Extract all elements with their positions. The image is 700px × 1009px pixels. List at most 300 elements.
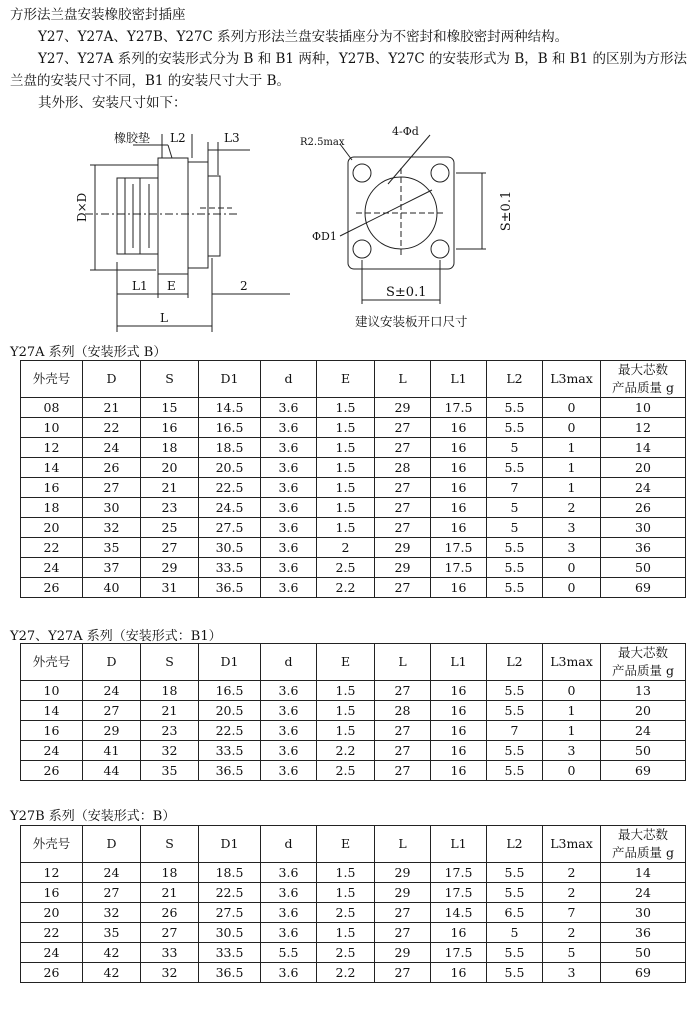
table-cell: 35 [83, 538, 141, 558]
table-cell: 24 [601, 883, 686, 903]
spec-table-y27a-b [20, 360, 686, 598]
table-cell: 20 [601, 458, 686, 478]
col-header-d-hole: d [261, 826, 317, 863]
col-header-d1: D1 [199, 361, 261, 398]
table-cell: 6.5 [487, 903, 543, 923]
table-cell: 21 [83, 398, 141, 418]
col-header-d-hole: d [261, 361, 317, 398]
table-cell: 2 [543, 883, 601, 903]
table-cell: 2.5 [317, 761, 375, 781]
table-row [21, 883, 686, 903]
table-cell: 12 [601, 418, 686, 438]
table-cell: 2.5 [317, 943, 375, 963]
table-cell: 24.5 [199, 498, 261, 518]
col-header-shell: 外壳号 [21, 826, 83, 863]
table-cell: 42 [83, 963, 141, 983]
table-cell: 27 [375, 578, 431, 598]
table-cell: 16 [141, 418, 199, 438]
table-cell: 3.6 [261, 498, 317, 518]
series-title-y27a-b: Y27A 系列（安装形式 B） [10, 345, 167, 360]
table-cell: 29 [375, 558, 431, 578]
table-row [21, 398, 686, 418]
col-header-d-outer: D [83, 826, 141, 863]
col-header-l: L [375, 361, 431, 398]
table-cell: 14 [601, 438, 686, 458]
col-header-d-hole: d [261, 644, 317, 681]
table-cell: 3.6 [261, 538, 317, 558]
table-cell: 3.6 [261, 478, 317, 498]
col-header-d1: D1 [199, 826, 261, 863]
table-cell: 29 [83, 721, 141, 741]
col-header-l3max: L3max [543, 361, 601, 398]
table-cell: 3.6 [261, 458, 317, 478]
table-cell: 1.5 [317, 458, 375, 478]
table-cell: 2 [317, 538, 375, 558]
col-header-d-outer: D [83, 361, 141, 398]
col-header-s: S [141, 361, 199, 398]
table-cell: 1.5 [317, 923, 375, 943]
table-cell: 1.5 [317, 418, 375, 438]
table-cell: 29 [141, 558, 199, 578]
table-cell: 3.6 [261, 558, 317, 578]
table-row [21, 418, 686, 438]
table-cell: 33.5 [199, 558, 261, 578]
table-cell: 1 [543, 478, 601, 498]
col-header-l3max: L3max [543, 826, 601, 863]
series-title-y27b-b: Y27B 系列（安装形式：B） [10, 809, 176, 824]
table-cell: 32 [141, 741, 199, 761]
table-cell: 27 [83, 883, 141, 903]
table-cell: 1.5 [317, 701, 375, 721]
table-cell: 3.6 [261, 398, 317, 418]
col-header-e: E [317, 361, 375, 398]
table-cell: 5.5 [487, 538, 543, 558]
table-cell: 35 [83, 923, 141, 943]
intro-paragraph-3: 其外形、安装尺寸如下： [38, 95, 187, 111]
table-cell: 14.5 [199, 398, 261, 418]
table-cell: 18 [141, 863, 199, 883]
table-cell: 27 [375, 498, 431, 518]
table-cell: 3 [543, 741, 601, 761]
table-cell: 36.5 [199, 761, 261, 781]
table-cell: 30.5 [199, 538, 261, 558]
table-cell: 33.5 [199, 943, 261, 963]
table-cell: 5.5 [487, 761, 543, 781]
col-header-l2: L2 [487, 644, 543, 681]
label-4-holes: 4-Φd [392, 125, 419, 138]
table-cell: 69 [601, 761, 686, 781]
table-cell: 42 [83, 943, 141, 963]
col-header-d1: D1 [199, 644, 261, 681]
table-row [21, 558, 686, 578]
table-cell: 1.5 [317, 478, 375, 498]
table-cell: 16 [431, 458, 487, 478]
table-cell: 27 [375, 761, 431, 781]
table-cell: 24 [21, 741, 83, 761]
table-cell: 20 [21, 903, 83, 923]
table-cell: 2.2 [317, 963, 375, 983]
col-header-l2: L2 [487, 361, 543, 398]
table-cell: 26 [83, 458, 141, 478]
table-cell: 41 [83, 741, 141, 761]
section-heading: 方形法兰盘安装橡胶密封插座 [10, 7, 186, 23]
col-header-max-contacts-weight: 最大芯数 产品质量 g [601, 361, 686, 398]
table-cell: 16 [431, 923, 487, 943]
label-r-max: R2.5max [300, 137, 345, 148]
intro-paragraph-2: Y27、Y27A 系列的安装形式分为 B 和 B1 两种，Y27B、Y27C 的安装形式为 B，B 和 B1 的区别为方形法兰盘的安装尺寸不同，B1 的安装尺寸大于 B。 [10, 51, 688, 89]
table-cell: 18.5 [199, 863, 261, 883]
table-cell: 3.6 [261, 883, 317, 903]
table-cell: 5.5 [487, 883, 543, 903]
table-cell: 13 [601, 681, 686, 701]
col-header-l1: L1 [431, 644, 487, 681]
table-cell: 16 [431, 518, 487, 538]
table-cell: 27 [141, 538, 199, 558]
table-cell: 33.5 [199, 741, 261, 761]
table-cell: 17.5 [431, 398, 487, 418]
dimension-drawing [0, 122, 700, 340]
table-cell: 1.5 [317, 721, 375, 741]
table-cell: 0 [543, 681, 601, 701]
table-cell: 27.5 [199, 903, 261, 923]
intro-paragraph-1: Y27、Y27A、Y27B、Y27C 系列方形法兰盘安装插座分为不密封和橡胶密封两种结构。 [38, 29, 569, 45]
spec-table-y27b-b [20, 825, 686, 983]
table-cell: 3 [543, 518, 601, 538]
table-cell: 1 [543, 701, 601, 721]
table-cell: 17.5 [431, 943, 487, 963]
table-cell: 08 [21, 398, 83, 418]
table-cell: 22.5 [199, 478, 261, 498]
table-header-row [21, 361, 686, 398]
label-phi-d1: ΦD1 [312, 230, 337, 243]
table-cell: 20 [601, 701, 686, 721]
table-cell: 16 [21, 478, 83, 498]
table-row [21, 963, 686, 983]
table-cell: 0 [543, 578, 601, 598]
table-cell: 3.6 [261, 863, 317, 883]
table-cell: 36.5 [199, 578, 261, 598]
table-cell: 36 [601, 923, 686, 943]
table-cell: 22 [21, 538, 83, 558]
side-view-labels [75, 130, 248, 325]
table-cell: 18 [141, 438, 199, 458]
table-cell: 5.5 [487, 558, 543, 578]
table-cell: 35 [141, 761, 199, 781]
table-cell: 5.5 [487, 578, 543, 598]
table-cell: 33 [141, 943, 199, 963]
table-row [21, 923, 686, 943]
table-cell: 1.5 [317, 398, 375, 418]
table-cell: 27 [375, 418, 431, 438]
table-cell: 5.5 [487, 943, 543, 963]
table-cell: 16 [21, 721, 83, 741]
col-header-l2: L2 [487, 826, 543, 863]
table-cell: 1.5 [317, 883, 375, 903]
spec-table-y27-y27a-b1 [20, 643, 686, 781]
table-cell: 28 [375, 458, 431, 478]
table-cell: 3.6 [261, 903, 317, 923]
table-cell: 21 [141, 883, 199, 903]
table-cell: 17.5 [431, 883, 487, 903]
table-header-row [21, 644, 686, 681]
label-gasket: 橡胶垫 [114, 131, 151, 145]
table-cell: 30 [601, 518, 686, 538]
table-cell: 27 [375, 923, 431, 943]
table-cell: 27 [375, 963, 431, 983]
table-cell: 25 [141, 518, 199, 538]
table-cell: 1 [543, 438, 601, 458]
table-row [21, 498, 686, 518]
table-cell: 30 [83, 498, 141, 518]
table-cell: 24 [83, 438, 141, 458]
table-cell: 14.5 [431, 903, 487, 923]
label-dxd: D×D [75, 192, 89, 222]
table-cell: 5 [487, 498, 543, 518]
table-row [21, 863, 686, 883]
table-row [21, 701, 686, 721]
table-cell: 26 [21, 963, 83, 983]
table-cell: 14 [601, 863, 686, 883]
table-cell: 27.5 [199, 518, 261, 538]
label-s-horizontal: S±0.1 [386, 285, 427, 300]
label-l1: L1 [132, 279, 148, 293]
table-cell: 12 [21, 438, 83, 458]
label-l: L [160, 311, 168, 325]
table-cell: 0 [543, 398, 601, 418]
table-cell: 29 [375, 863, 431, 883]
table-cell: 40 [83, 578, 141, 598]
table-cell: 28 [375, 701, 431, 721]
table-cell: 1.5 [317, 518, 375, 538]
table-cell: 17.5 [431, 558, 487, 578]
col-header-s: S [141, 644, 199, 681]
table-cell: 32 [83, 903, 141, 923]
table-row [21, 721, 686, 741]
table-cell: 22 [21, 923, 83, 943]
table-cell: 31 [141, 578, 199, 598]
table-cell: 32 [141, 963, 199, 983]
table-cell: 23 [141, 721, 199, 741]
col-header-l3max: L3max [543, 644, 601, 681]
col-header-shell: 外壳号 [21, 361, 83, 398]
label-s-vertical: S±0.1 [499, 190, 514, 232]
panel-cutout-drawing [340, 135, 486, 304]
figure-caption: 建议安装板开口尺寸 [355, 314, 468, 329]
table-cell: 10 [601, 398, 686, 418]
table-cell: 26 [601, 498, 686, 518]
table-cell: 5.5 [487, 863, 543, 883]
col-header-max-contacts-weight: 最大芯数 产品质量 g [601, 644, 686, 681]
series-title-y27-y27a-b1: Y27、Y27A 系列（安装形式：B1） [10, 629, 222, 644]
table-cell: 24 [83, 863, 141, 883]
label-l3: L3 [224, 131, 240, 145]
table-cell: 21 [141, 478, 199, 498]
table-cell: 15 [141, 398, 199, 418]
table-cell: 3.6 [261, 761, 317, 781]
table-cell: 16 [431, 721, 487, 741]
table-cell: 3 [543, 963, 601, 983]
table-cell: 17.5 [431, 863, 487, 883]
col-header-e: E [317, 826, 375, 863]
table-cell: 29 [375, 398, 431, 418]
table-cell: 5.5 [487, 458, 543, 478]
table-cell: 3.6 [261, 578, 317, 598]
table-cell: 50 [601, 741, 686, 761]
table-cell: 16 [431, 681, 487, 701]
table-cell: 3.6 [261, 741, 317, 761]
table-cell: 16 [431, 761, 487, 781]
table-cell: 27 [141, 923, 199, 943]
table-cell: 16 [21, 883, 83, 903]
table-cell: 26 [21, 761, 83, 781]
col-header-e: E [317, 644, 375, 681]
table-cell: 20.5 [199, 458, 261, 478]
table-cell: 16.5 [199, 418, 261, 438]
table-cell: 18 [141, 681, 199, 701]
table-cell: 10 [21, 418, 83, 438]
table-cell: 14 [21, 458, 83, 478]
table-cell: 27 [375, 438, 431, 458]
table-cell: 16 [431, 578, 487, 598]
table-cell: 26 [21, 578, 83, 598]
table-cell: 2 [543, 923, 601, 943]
table-cell: 1.5 [317, 863, 375, 883]
table-cell: 18 [21, 498, 83, 518]
table-cell: 27 [375, 478, 431, 498]
col-header-shell: 外壳号 [21, 644, 83, 681]
table-cell: 3.6 [261, 721, 317, 741]
table-cell: 3.6 [261, 963, 317, 983]
table-cell: 37 [83, 558, 141, 578]
table-cell: 3.6 [261, 418, 317, 438]
table-cell: 29 [375, 538, 431, 558]
table-cell: 5.5 [487, 418, 543, 438]
label-2: 2 [240, 279, 248, 293]
table-cell: 5.5 [487, 681, 543, 701]
side-view-drawing [85, 134, 290, 332]
table-row [21, 761, 686, 781]
table-cell: 16 [431, 498, 487, 518]
table-cell: 20 [21, 518, 83, 538]
table-cell: 2.2 [317, 741, 375, 761]
table-row [21, 538, 686, 558]
label-e: E [167, 279, 176, 293]
table-cell: 3.6 [261, 518, 317, 538]
table-cell: 22.5 [199, 721, 261, 741]
table-header-row [21, 826, 686, 863]
table-cell: 24 [83, 681, 141, 701]
table-cell: 27 [375, 681, 431, 701]
table-row [21, 943, 686, 963]
table-cell: 30 [601, 903, 686, 923]
table-row [21, 438, 686, 458]
table-cell: 1.5 [317, 438, 375, 458]
table-cell: 5 [487, 438, 543, 458]
table-cell: 16 [431, 418, 487, 438]
table-cell: 5 [487, 923, 543, 943]
table-cell: 5.5 [487, 701, 543, 721]
table-cell: 5.5 [487, 398, 543, 418]
table-cell: 69 [601, 963, 686, 983]
table-cell: 7 [487, 478, 543, 498]
table-cell: 18.5 [199, 438, 261, 458]
label-l2: L2 [170, 131, 186, 145]
table-cell: 5.5 [487, 741, 543, 761]
table-cell: 17.5 [431, 538, 487, 558]
table-cell: 27 [375, 741, 431, 761]
table-row [21, 578, 686, 598]
table-cell: 0 [543, 761, 601, 781]
table-cell: 36.5 [199, 963, 261, 983]
table-row [21, 903, 686, 923]
table-cell: 5 [543, 943, 601, 963]
table-cell: 0 [543, 418, 601, 438]
table-row [21, 681, 686, 701]
table-cell: 16 [431, 478, 487, 498]
table-cell: 2.2 [317, 578, 375, 598]
col-header-l1: L1 [431, 826, 487, 863]
table-cell: 32 [83, 518, 141, 538]
table-cell: 27 [375, 518, 431, 538]
table-cell: 22.5 [199, 883, 261, 903]
table-cell: 2 [543, 863, 601, 883]
table-cell: 36 [601, 538, 686, 558]
table-cell: 26 [141, 903, 199, 923]
table-cell: 29 [375, 883, 431, 903]
table-cell: 7 [487, 721, 543, 741]
table-cell: 20.5 [199, 701, 261, 721]
table-cell: 5 [487, 518, 543, 538]
col-header-l1: L1 [431, 361, 487, 398]
table-cell: 2 [543, 498, 601, 518]
table-cell: 16.5 [199, 681, 261, 701]
table-cell: 14 [21, 701, 83, 721]
table-cell: 29 [375, 943, 431, 963]
table-cell: 44 [83, 761, 141, 781]
table-cell: 22 [83, 418, 141, 438]
table-cell: 30.5 [199, 923, 261, 943]
table-cell: 24 [21, 558, 83, 578]
table-cell: 5.5 [487, 963, 543, 983]
table-cell: 2.5 [317, 558, 375, 578]
table-cell: 24 [601, 721, 686, 741]
table-row [21, 741, 686, 761]
col-header-l: L [375, 644, 431, 681]
table-row [21, 458, 686, 478]
table-cell: 50 [601, 943, 686, 963]
table-cell: 16 [431, 438, 487, 458]
col-header-max-contacts-weight: 最大芯数 产品质量 g [601, 826, 686, 863]
table-cell: 16 [431, 963, 487, 983]
table-cell: 2.5 [317, 903, 375, 923]
table-cell: 50 [601, 558, 686, 578]
table-cell: 1.5 [317, 498, 375, 518]
table-cell: 16 [431, 741, 487, 761]
table-cell: 16 [431, 701, 487, 721]
table-cell: 20 [141, 458, 199, 478]
table-cell: 5.5 [261, 943, 317, 963]
table-cell: 27 [83, 701, 141, 721]
table-cell: 3.6 [261, 923, 317, 943]
col-header-d-outer: D [83, 644, 141, 681]
col-header-s: S [141, 826, 199, 863]
table-cell: 1 [543, 721, 601, 741]
table-cell: 24 [21, 943, 83, 963]
table-cell: 3 [543, 538, 601, 558]
table-cell: 27 [375, 721, 431, 741]
col-header-l: L [375, 826, 431, 863]
table-row [21, 518, 686, 538]
